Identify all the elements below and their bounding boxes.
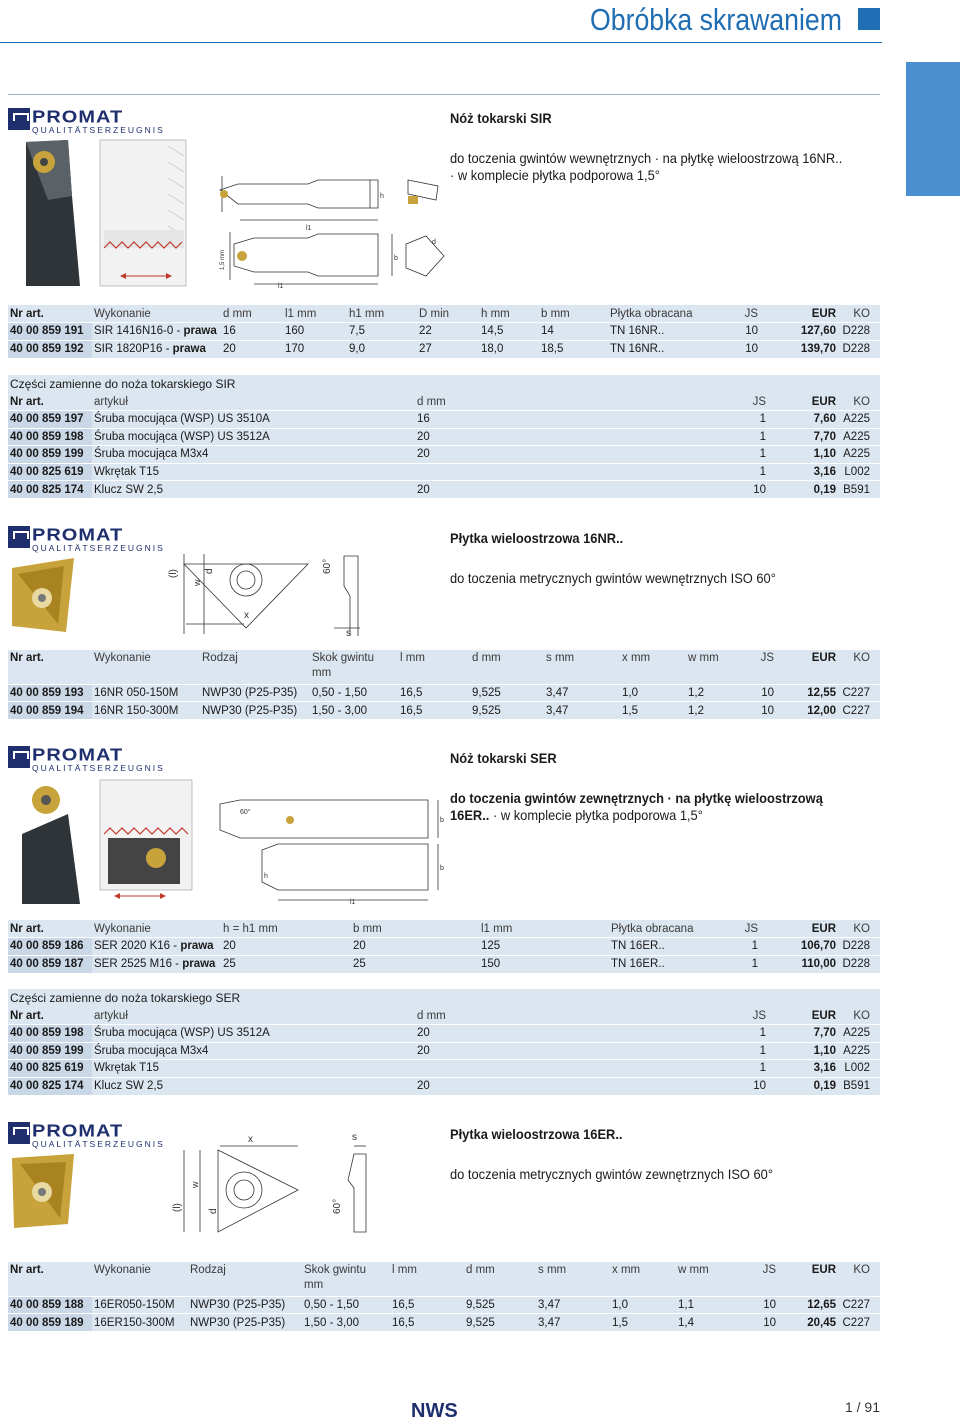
col-b: b mm (351, 920, 479, 938)
col-plytka: Płytka obracana (608, 305, 742, 323)
col-d: d mm (470, 650, 544, 684)
col-d: d mm (415, 393, 749, 411)
col-js: JS (740, 920, 770, 938)
svg-text:l1: l1 (350, 899, 356, 906)
logo-subtitle: QUALITÄTSERZEUGNIS (32, 763, 165, 773)
ser-parts-table (8, 1007, 880, 1095)
table-row: 40 00 859 186 SER 2020 K16 - prawa 20 20 125 TN 16ER.. 1 106,70 D228 (8, 938, 880, 956)
table-row: 40 00 859 198 Śruba mocująca (WSP) US 3512A 20 1 7,70 A225 (8, 428, 880, 446)
svg-text:d: d (432, 239, 436, 246)
col-eur: EUR (780, 1262, 838, 1296)
col-rodzaj: Rodzaj (188, 1262, 302, 1296)
col-nr-art: Nr art. (8, 920, 92, 938)
er-plate-description: do toczenia metrycznych gwintów zewnętrznych ISO 60° (450, 1166, 774, 1182)
svg-text:b: b (440, 865, 444, 872)
col-wykonanie: Wykonanie (92, 650, 200, 684)
col-js: JS (749, 393, 770, 411)
ser-title: Nóż tokarski SER (450, 750, 557, 766)
col-nr-art: Nr art. (8, 650, 92, 684)
table-row: 40 00 825 174 Klucz SW 2,5 20 10 0,19 B591 (8, 1077, 880, 1095)
svg-text:60°: 60° (240, 809, 251, 816)
logo-subtitle: QUALITÄTSERZEUGNIS (32, 1139, 165, 1149)
table-row: 40 00 859 193 16NR 050-150M NWP30 (P25-P35) 0,50 - 1,50 16,5 9,525 3,47 1,0 1,2 10 12,55 C227 (8, 684, 880, 702)
col-h: h = h1 mm (221, 920, 351, 938)
svg-text:h: h (264, 873, 268, 880)
table-row: 40 00 859 197 Śruba mocująca (WSP) US 3510A 16 1 7,60 A225 (8, 411, 880, 429)
col-l: l mm (390, 1262, 464, 1296)
table-row: 40 00 859 191 SIR 1416N16-0 - prawa 16 160 7,5 22 14,5 14 TN 16NR.. 10 127,60 D228 (8, 323, 880, 341)
table-row: 40 00 825 619 Wkrętak T15 1 3,16 L002 (8, 463, 880, 481)
promat-mark-icon (8, 526, 30, 548)
sir-parts-heading: Części zamienne do noża tokarskiego SIR (8, 375, 880, 393)
nr-plate-title: Płytka wieloostrzowa 16NR.. (450, 530, 624, 546)
svg-text:d: d (204, 568, 215, 574)
col-w: w mm (676, 1262, 746, 1296)
logo-word: PROMAT (32, 107, 124, 127)
col-l: l mm (398, 650, 470, 684)
ser-parts-heading: Części zamienne do noża tokarskiego SER (8, 989, 880, 1007)
col-wykonanie: Wykonanie (92, 920, 221, 938)
col-js: JS (746, 1262, 780, 1296)
col-ko: KO (838, 305, 880, 323)
col-nr-art: Nr art. (8, 1262, 92, 1296)
svg-text:w: w (192, 579, 202, 586)
logo-subtitle: QUALITÄTSERZEUGNIS (32, 543, 165, 553)
svg-text:s: s (346, 628, 351, 636)
sir-parts-table (8, 393, 880, 498)
header-divider (0, 42, 882, 43)
ser-table (8, 920, 880, 973)
col-eur: EUR (770, 305, 838, 323)
col-nr-art: Nr art. (8, 393, 92, 411)
table-row: 40 00 859 192 SIR 1820P16 - prawa 20 170 9,0 27 18,0 18,5 TN 16NR.. 10 139,70 D228 (8, 340, 880, 358)
col-nr-art: Nr art. (8, 305, 92, 323)
svg-text:b: b (394, 255, 398, 262)
svg-text:h: h (380, 193, 384, 200)
svg-text:w: w (190, 1181, 200, 1188)
sir-tool-drawing (8, 136, 448, 292)
col-h1: h1 mm (347, 305, 417, 323)
svg-text:x: x (248, 1134, 253, 1145)
col-wykonanie: Wykonanie (92, 305, 221, 323)
svg-text:d: d (208, 1208, 219, 1214)
title-square-marker (858, 8, 880, 30)
nws-footer-logo: NWS (411, 1400, 458, 1420)
nr-plate-table (8, 650, 880, 719)
sir-table (8, 305, 880, 358)
promat-mark-icon (8, 746, 30, 768)
nr-plate-description: do toczenia metrycznych gwintów wewnętrznych ISO 60° (450, 570, 776, 586)
ser-tool-drawing (8, 774, 448, 908)
er-plate-table (8, 1262, 880, 1331)
col-x: x mm (610, 1262, 676, 1296)
col-x: x mm (620, 650, 686, 684)
page-number: 1 / 91 (844, 1399, 880, 1415)
promat-logo (8, 525, 165, 553)
promat-logo (8, 107, 165, 135)
svg-text:x: x (244, 610, 249, 621)
er-plate-drawing (8, 1128, 378, 1242)
col-l1: l1 mm (479, 920, 609, 938)
col-eur: EUR (770, 1007, 838, 1025)
table-row: 40 00 859 194 16NR 150-300M NWP30 (P25-P35) 1,50 - 3,00 16,5 9,525 3,47 1,5 1,2 10 12,00 C227 (8, 702, 880, 720)
col-artykul: artykuł (92, 393, 415, 411)
ser-description: do toczenia gwintów zewnętrznych · na płytkę wieloostrzową 16ER.. · w komplecie płytka podporowa 1,5° (450, 790, 823, 823)
col-wykonanie: Wykonanie (92, 1262, 188, 1296)
section-divider (8, 94, 880, 95)
svg-text:(l): (l) (168, 569, 179, 578)
col-l1: l1 mm (283, 305, 347, 323)
table-row: 40 00 859 187 SER 2525 M16 - prawa 25 25 150 TN 16ER.. 1 110,00 D228 (8, 955, 880, 973)
table-row: 40 00 825 619 Wkrętak T15 1 3,16 L002 (8, 1060, 880, 1078)
svg-text:b: b (440, 817, 444, 824)
svg-text:1,5 mm: 1,5 mm (220, 249, 226, 270)
col-w: w mm (686, 650, 756, 684)
col-rodzaj: Rodzaj (200, 650, 310, 684)
col-js: JS (749, 1007, 770, 1025)
col-ko: KO (838, 1007, 880, 1025)
table-row: 40 00 859 199 Śruba mocująca M3x4 20 1 1,10 A225 (8, 446, 880, 464)
col-js: JS (742, 305, 770, 323)
col-js: JS (756, 650, 778, 684)
col-artykul: artykuł (92, 1007, 415, 1025)
table-row: 40 00 859 189 16ER150-300M NWP30 (P25-P35) 1,50 - 3,00 16,5 9,525 3,47 1,5 1,4 10 20,45 C227 (8, 1314, 880, 1332)
col-s: s mm (536, 1262, 610, 1296)
logo-word: PROMAT (32, 745, 124, 765)
col-d: d mm (415, 1007, 749, 1025)
table-row: 40 00 859 188 16ER050-150M NWP30 (P25-P35) 0,50 - 1,50 16,5 9,525 3,47 1,0 1,1 10 12,65 C227 (8, 1296, 880, 1314)
promat-mark-icon (8, 108, 30, 130)
sir-title: Nóż tokarski SIR (450, 110, 552, 126)
svg-text:60°: 60° (322, 558, 333, 574)
col-d: d mm (221, 305, 283, 323)
logo-subtitle: QUALITÄTSERZEUGNIS (32, 125, 165, 135)
col-ko: KO (838, 920, 880, 938)
col-eur: EUR (770, 920, 838, 938)
col-skok: Skok gwintu mm (310, 650, 398, 684)
svg-text:60°: 60° (332, 1198, 343, 1214)
er-plate-title: Płytka wieloostrzowa 16ER.. (450, 1126, 623, 1142)
svg-text:l1: l1 (278, 283, 284, 290)
col-skok: Skok gwintu mm (302, 1262, 390, 1296)
col-b: b mm (539, 305, 608, 323)
table-row: 40 00 825 174 Klucz SW 2,5 20 10 0,19 B591 (8, 481, 880, 499)
col-eur: EUR (778, 650, 838, 684)
logo-word: PROMAT (32, 1121, 124, 1141)
nr-plate-drawing (8, 554, 378, 636)
col-ko: KO (838, 393, 880, 411)
sir-description: do toczenia gwintów wewnętrznych · na płytkę wieloostrzową 16NR.. · w komplecie płytka podporowa 1,5° (450, 150, 843, 183)
col-nr-art: Nr art. (8, 1007, 92, 1025)
col-dmin: D min (417, 305, 479, 323)
promat-logo (8, 745, 165, 773)
col-h: h mm (479, 305, 539, 323)
svg-text:l1: l1 (306, 225, 312, 232)
page-title: Obróbka skrawaniem (590, 2, 842, 37)
col-ko: KO (838, 650, 880, 684)
logo-word: PROMAT (32, 525, 124, 545)
col-ko: KO (838, 1262, 880, 1296)
col-s: s mm (544, 650, 620, 684)
col-eur: EUR (770, 393, 838, 411)
svg-text:(l): (l) (172, 1203, 183, 1212)
svg-text:s: s (352, 1132, 357, 1143)
table-row: 40 00 859 199 Śruba mocująca M3x4 20 1 1,10 A225 (8, 1042, 880, 1060)
col-plytka: Płytka obracana (609, 920, 740, 938)
table-row: 40 00 859 198 Śruba mocująca (WSP) US 3512A 20 1 7,70 A225 (8, 1025, 880, 1043)
side-tab (906, 62, 960, 196)
col-d: d mm (464, 1262, 536, 1296)
